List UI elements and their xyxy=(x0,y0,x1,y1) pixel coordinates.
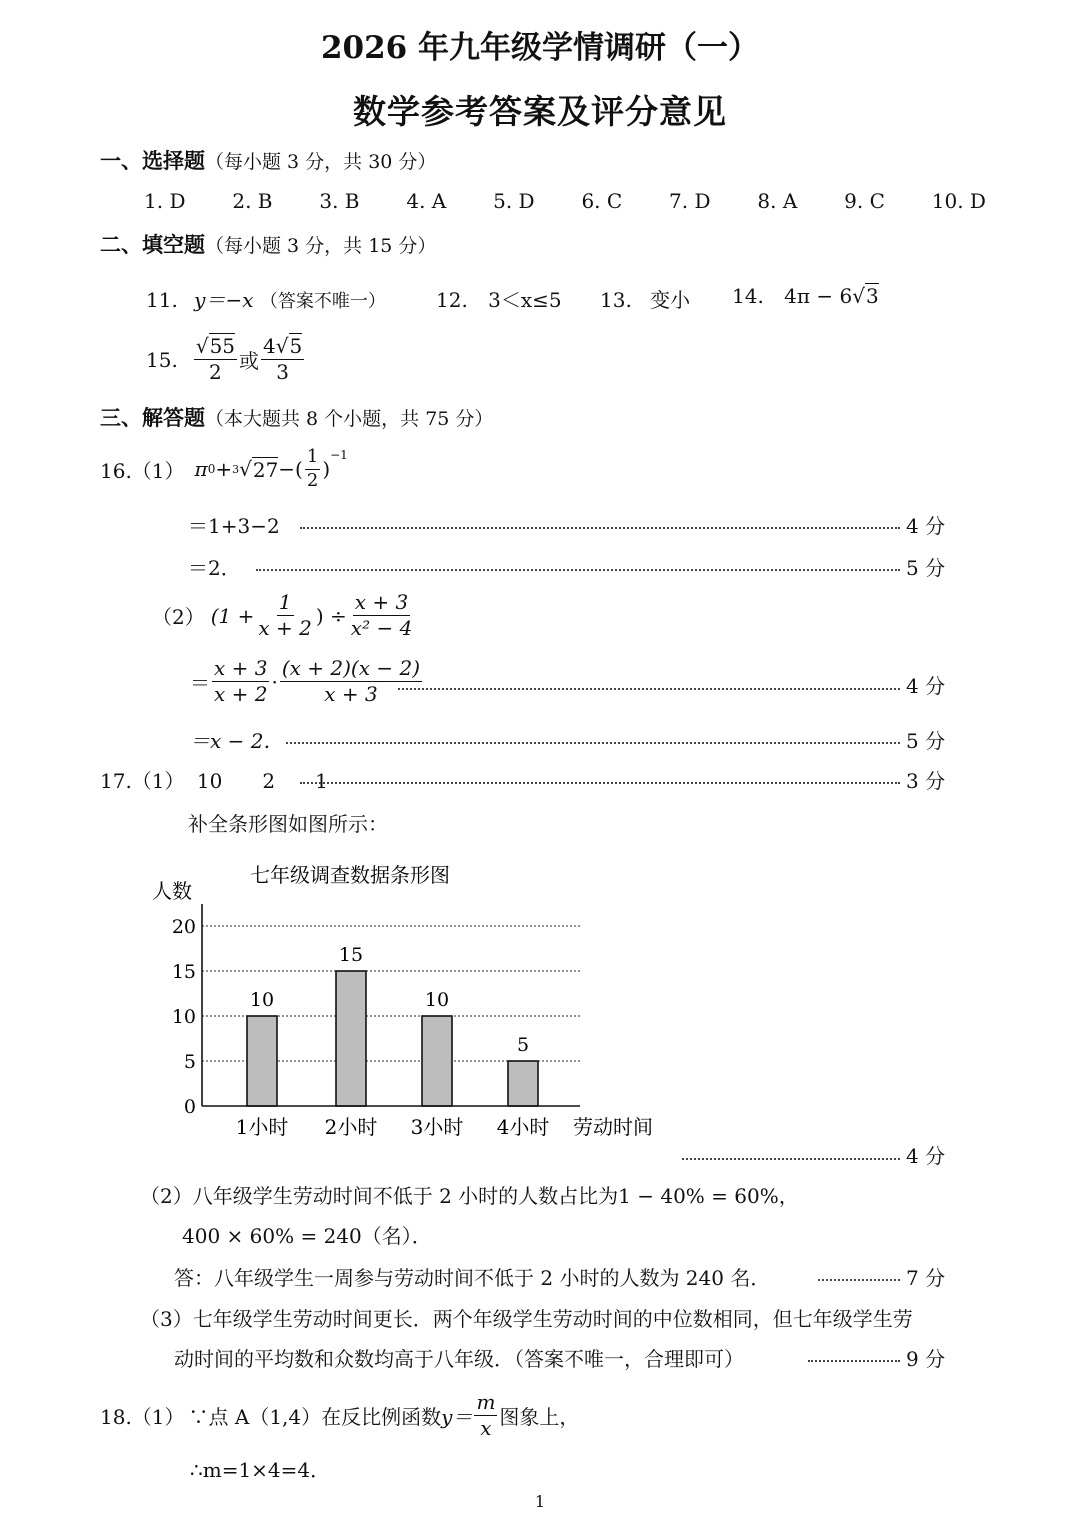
q16-part2-step2: ＝x − 2． xyxy=(190,729,284,753)
fraction-denominator: x² − 4 xyxy=(350,616,413,640)
data-label: 15 xyxy=(338,944,364,966)
fraction-numerator: 1 xyxy=(305,446,320,470)
dot-leader xyxy=(300,527,900,529)
fraction-denominator: x + 3 xyxy=(324,682,378,706)
q15-radicand-a: 55 xyxy=(209,334,236,358)
q16-part1 xyxy=(100,446,348,492)
y-tick-label: 10 xyxy=(171,1006,196,1028)
bar xyxy=(422,1016,452,1106)
equals-sign: ＝ xyxy=(190,671,210,695)
q15-number: 15. xyxy=(146,347,178,372)
bar xyxy=(336,971,366,1106)
q13-number: 13. xyxy=(600,288,632,312)
score: 9 分 xyxy=(906,1347,946,1371)
open-expr: (1 + xyxy=(210,603,255,628)
q14-answer: 4π − 6 xyxy=(784,284,853,308)
data-label: 10 xyxy=(424,989,450,1011)
q15-or: 或 xyxy=(239,349,260,373)
q15-radicand-b: 5 xyxy=(289,334,303,358)
sqrt-sign: √ xyxy=(239,457,252,481)
fraction-denominator: x xyxy=(480,1416,492,1440)
q15-fraction-a xyxy=(194,334,237,385)
q17-part3-line1: （3）七年级学生劳动时间更长．两个年级学生劳动时间的中位数相同，但七年级学生劳 xyxy=(140,1307,913,1331)
q16-step2: ＝2． xyxy=(188,556,241,580)
section2-title: 二、填空题 xyxy=(100,232,205,257)
pi-symbol: π xyxy=(194,457,208,481)
mc-answer: 1. D xyxy=(144,189,186,213)
fill-answer-row xyxy=(146,284,386,313)
fraction xyxy=(305,446,320,492)
q14-number: 14. xyxy=(732,284,764,308)
x-tick-label: 4小时 xyxy=(496,1115,550,1139)
minus-sign: −( xyxy=(278,457,303,481)
section3-heading xyxy=(100,402,493,432)
mc-answer: 4. A xyxy=(406,189,447,213)
mc-answer: 10. D xyxy=(931,189,986,213)
mc-answer: 6. C xyxy=(581,189,623,213)
bar xyxy=(508,1061,538,1106)
q14-radicand: 3 xyxy=(866,284,879,308)
sqrt-sign: √ xyxy=(275,334,289,358)
section1-heading xyxy=(100,145,436,175)
q13-answer: 变小 xyxy=(650,288,691,312)
bar-chart xyxy=(140,850,680,1150)
radicand: 27 xyxy=(252,457,279,482)
fraction xyxy=(212,656,269,707)
q13 xyxy=(600,284,690,313)
mc-answer: 7. D xyxy=(669,189,711,213)
fraction-denominator: x + 2 xyxy=(258,616,312,640)
dot-leader xyxy=(818,1279,900,1281)
q12 xyxy=(436,284,562,313)
x-axis-label: 劳动时间 xyxy=(573,1115,653,1139)
section2-heading xyxy=(100,229,436,259)
close-paren: ) xyxy=(322,457,331,481)
q15-coef-b: 4 xyxy=(263,334,276,358)
q17-part2-line1: （2）八年级学生劳动时间不低于 2 小时的人数占比为1 − 40% = 60%， xyxy=(140,1184,799,1208)
fraction-numerator: 1 xyxy=(278,590,292,614)
dot-operator: · xyxy=(271,669,278,694)
dot-leader xyxy=(808,1360,900,1362)
q17-part2-line3: 答：八年级学生一周参与劳动时间不低于 2 小时的人数为 240 名． xyxy=(174,1266,771,1290)
q12-answer: 3＜x≤5 xyxy=(488,288,562,312)
q14 xyxy=(732,284,879,308)
y-axis-label: 人数 xyxy=(152,879,192,903)
fraction xyxy=(349,590,415,641)
fraction-numerator: (x + 2)(x − 2) xyxy=(281,656,421,680)
fraction xyxy=(474,1390,497,1441)
q11-note: （答案不唯一） xyxy=(259,291,386,312)
q18-part1 xyxy=(100,1390,579,1441)
section3-note: （本大题共 8 个小题，共 75 分） xyxy=(205,408,494,430)
y-tick-label: 20 xyxy=(171,916,196,938)
q18-number: 18.（1） xyxy=(100,1405,185,1429)
page-subtitle: 数学参考答案及评分意见 xyxy=(353,92,727,131)
fraction xyxy=(280,656,422,707)
page-number: 1 xyxy=(534,1492,546,1511)
q15-fraction-b xyxy=(261,334,304,385)
score: 3 分 xyxy=(906,769,946,793)
dot-leader xyxy=(300,782,900,784)
x-tick-label: 2小时 xyxy=(324,1115,378,1139)
dot-leader xyxy=(286,742,900,744)
q18-text-end: 图象上， xyxy=(499,1405,580,1429)
mc-answer: 8. A xyxy=(757,189,798,213)
part-number: （2） xyxy=(152,605,205,629)
data-label: 5 xyxy=(516,1034,530,1056)
q16-part2 xyxy=(152,590,416,641)
fraction xyxy=(256,590,313,641)
q17-part3-line2: 动时间的平均数和众数均高于八年级．（答案不唯一，合理即可） xyxy=(174,1347,744,1371)
score: 7 分 xyxy=(906,1266,946,1290)
q15 xyxy=(146,334,306,385)
q18-line2: ∴m=1×4=4． xyxy=(190,1458,331,1482)
dot-leader xyxy=(398,688,900,690)
fraction-numerator xyxy=(194,334,237,360)
fraction-denominator: 2 xyxy=(306,469,319,491)
dot-leader xyxy=(256,569,900,571)
page-title: 2026 年九年级学情调研（一） xyxy=(320,30,760,66)
sqrt-sign: √ xyxy=(852,284,865,308)
x-tick-label: 1小时 xyxy=(235,1115,289,1139)
score: 4 分 xyxy=(906,674,946,698)
q18-text: ∵点 A（1,4）在反比例函数 xyxy=(188,1405,442,1429)
bars xyxy=(247,944,538,1106)
section1-note: （每小题 3 分，共 30 分） xyxy=(205,151,437,173)
exponent: −1 xyxy=(330,448,348,462)
q16-number: 16.（1） xyxy=(100,458,185,483)
mc-answer-row xyxy=(144,189,986,213)
q17-part1 xyxy=(100,765,328,794)
chart-title: 七年级调查数据条形图 xyxy=(250,863,450,887)
y-tick-label: 15 xyxy=(171,961,196,983)
data-label: 10 xyxy=(249,989,275,1011)
mc-answer: 5. D xyxy=(493,189,535,213)
divide-expr: ) ÷ xyxy=(315,603,347,628)
root-index: 3 xyxy=(232,462,240,476)
q17-part2-line2: 400 × 60% = 240（名）． xyxy=(182,1224,432,1248)
score: 4 分 xyxy=(906,1144,946,1168)
sqrt-sign: √ xyxy=(195,334,209,358)
fraction-numerator: m xyxy=(476,1390,496,1414)
q11-answer: y＝−x xyxy=(194,288,254,312)
mc-answer: 2. B xyxy=(232,189,273,213)
q16-part2-step1 xyxy=(190,656,424,707)
fraction-denominator: 2 xyxy=(209,360,222,384)
section3-title: 三、解答题 xyxy=(100,405,205,430)
exponent: 0 xyxy=(207,462,216,476)
section2-note: （每小题 3 分，共 15 分） xyxy=(205,235,437,257)
fraction-numerator: x + 3 xyxy=(354,590,409,614)
fraction-numerator: x + 3 xyxy=(214,656,268,680)
score: 5 分 xyxy=(906,556,946,580)
q17-answer: 10 2 1 xyxy=(196,769,328,793)
q12-number: 12. xyxy=(436,288,468,312)
plus-sign: + xyxy=(215,457,233,481)
x-tick-label: 3小时 xyxy=(410,1115,464,1139)
fraction-numerator xyxy=(261,334,304,360)
mc-answer: 3. B xyxy=(319,189,360,213)
bar xyxy=(247,1016,277,1106)
score: 5 分 xyxy=(906,729,946,753)
y-tick-label: 0 xyxy=(183,1096,196,1118)
q16-step1: ＝1+3−2 xyxy=(188,514,280,538)
mc-answer: 9. C xyxy=(844,189,885,213)
q17-number: 17.（1） xyxy=(100,769,185,793)
section1-title: 一、选择题 xyxy=(100,148,205,173)
score: 4 分 xyxy=(906,514,946,538)
fraction-denominator: 3 xyxy=(276,360,289,384)
dot-leader xyxy=(682,1158,900,1160)
fraction-denominator: x + 2 xyxy=(214,682,268,706)
y-tick-label: 5 xyxy=(183,1051,196,1073)
chart-intro: 补全条形图如图所示： xyxy=(188,812,388,836)
q11-number: 11. xyxy=(146,288,178,312)
function-y: y＝ xyxy=(441,1405,473,1429)
